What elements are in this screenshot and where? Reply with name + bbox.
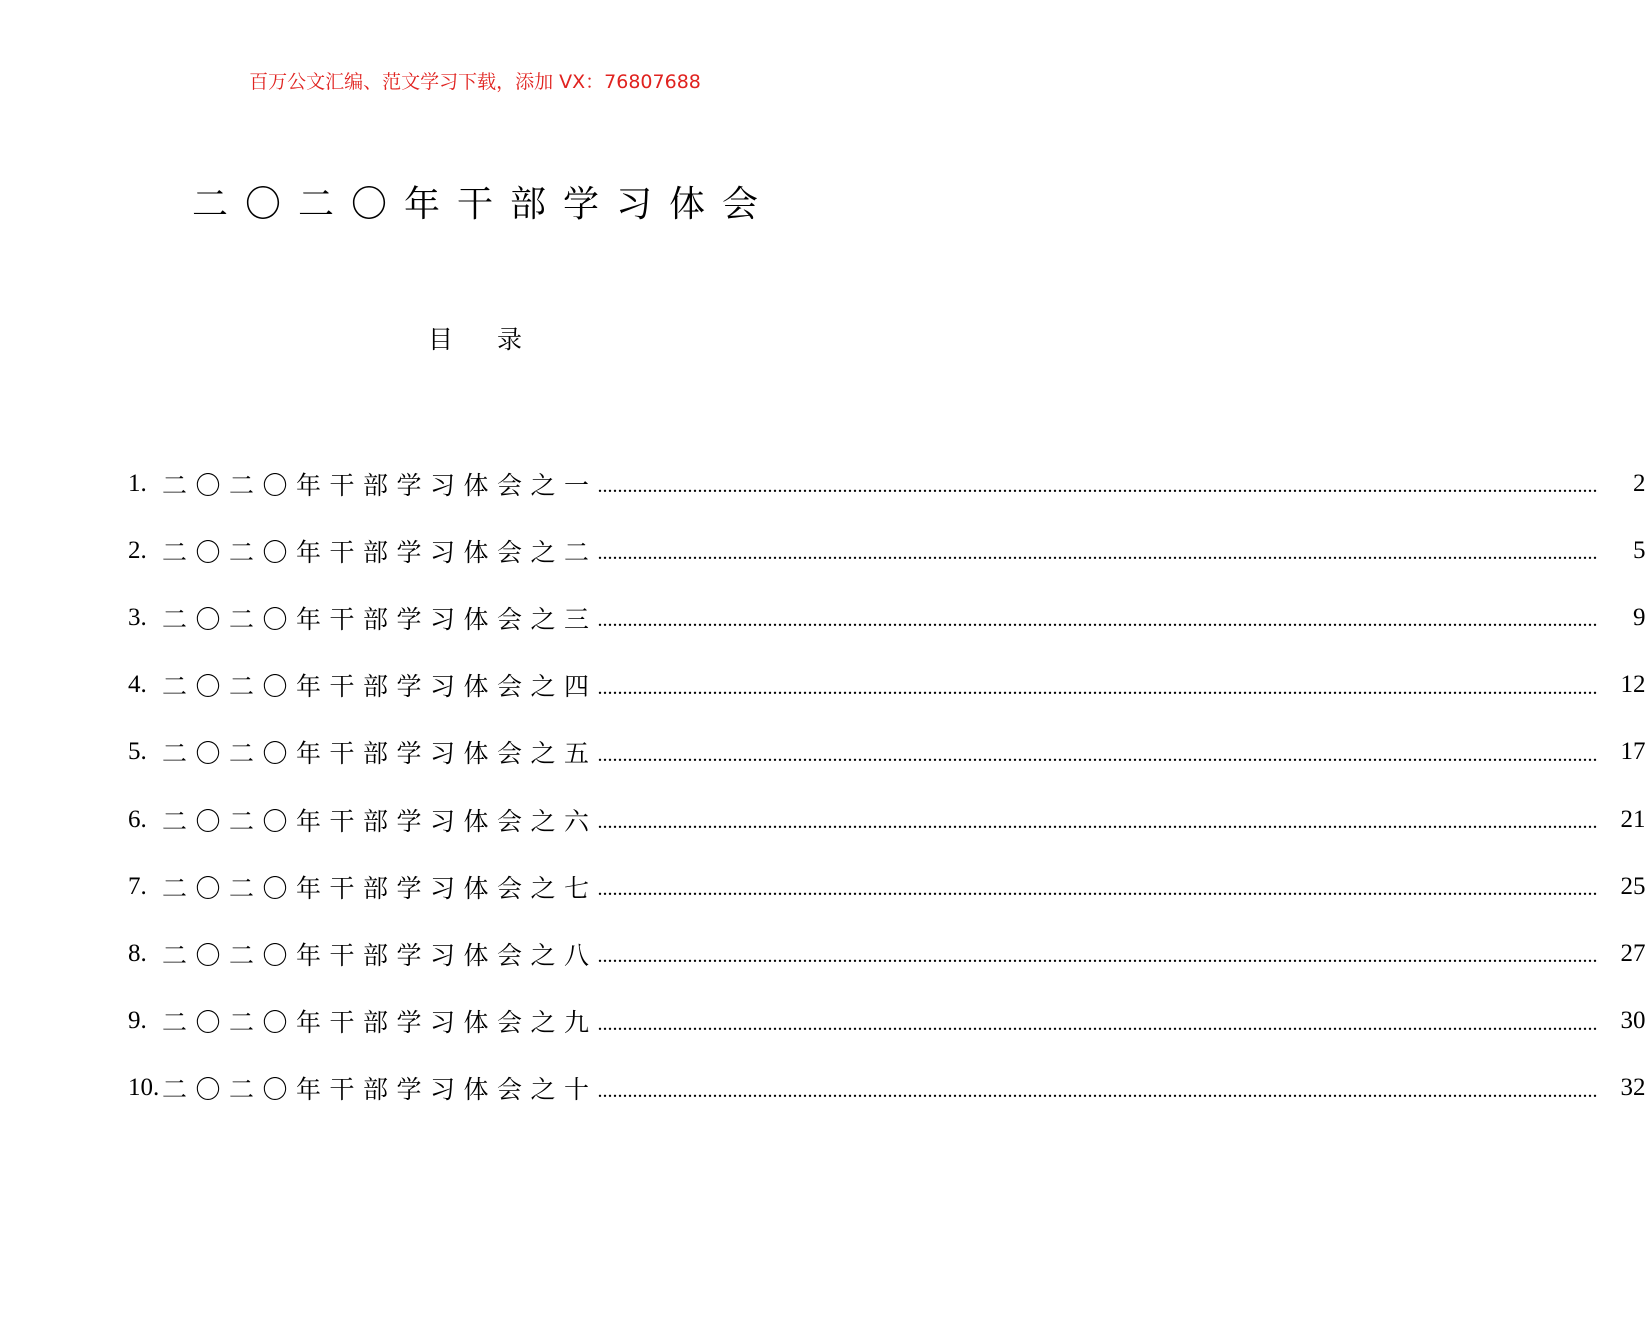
toc-entry[interactable] xyxy=(128,584,1646,651)
toc-entry[interactable] xyxy=(128,786,1646,853)
toc-entry-page: 32 xyxy=(1620,1074,1646,1102)
toc-dot-leader: ........................................................................................................................................................................................................ xyxy=(597,743,1598,766)
table-of-contents xyxy=(128,450,1646,1122)
toc-dot-leader: ........................................................................................................................................................................................................ xyxy=(597,542,1598,565)
toc-entry-number: 7. xyxy=(128,872,147,900)
toc-entry-page: 12 xyxy=(1620,671,1646,699)
toc-dot-leader: ........................................................................................................................................................................................................ xyxy=(597,1079,1598,1102)
toc-entry-title: 二〇二〇年干部学习体会之五 xyxy=(162,739,598,769)
toc-dot-leader: ........................................................................................................................................................................................................ xyxy=(597,811,1598,834)
toc-heading: 目录 xyxy=(427,325,566,354)
toc-entry-page: 2 xyxy=(1633,469,1646,497)
toc-entry[interactable] xyxy=(128,719,1646,786)
toc-entry[interactable] xyxy=(128,1055,1646,1122)
toc-entry[interactable] xyxy=(128,853,1646,920)
document-title: 二〇二〇年干部学习体会 xyxy=(191,184,775,225)
toc-dot-leader: ........................................................................................................................................................................................................ xyxy=(597,676,1598,699)
toc-entry-number: 6. xyxy=(128,805,147,833)
toc-entry-title: 二〇二〇年干部学习体会之四 xyxy=(162,672,598,702)
toc-dot-leader: ........................................................................................................................................................................................................ xyxy=(597,475,1598,498)
toc-entry[interactable] xyxy=(128,450,1646,517)
toc-entry-page: 30 xyxy=(1620,1007,1646,1035)
toc-entry-number: 9. xyxy=(128,1007,147,1035)
toc-entry-number: 3. xyxy=(128,603,147,631)
toc-entry-page: 5 xyxy=(1633,536,1646,564)
toc-entry-title: 二〇二〇年干部学习体会之八 xyxy=(162,940,598,970)
toc-entry-page: 27 xyxy=(1620,939,1646,967)
toc-entry-page: 21 xyxy=(1620,805,1646,833)
toc-entry-title: 二〇二〇年干部学习体会之七 xyxy=(162,873,598,903)
toc-entry-number: 10. xyxy=(128,1074,160,1102)
toc-entry-number: 2. xyxy=(128,536,147,564)
toc-dot-leader: ........................................................................................................................................................................................................ xyxy=(597,609,1598,632)
toc-entry-title: 二〇二〇年干部学习体会之六 xyxy=(162,806,598,836)
toc-entry-page: 9 xyxy=(1633,603,1646,631)
toc-entry[interactable] xyxy=(128,988,1646,1055)
toc-dot-leader: ........................................................................................................................................................................................................ xyxy=(597,878,1598,901)
toc-entry-number: 8. xyxy=(128,939,147,967)
toc-entry-number: 4. xyxy=(128,671,147,699)
toc-entry-title: 二〇二〇年干部学习体会之三 xyxy=(162,604,598,634)
toc-entry-title: 二〇二〇年干部学习体会之一 xyxy=(162,470,598,500)
toc-entry-number: 1. xyxy=(128,469,147,497)
toc-dot-leader: ........................................................................................................................................................................................................ xyxy=(597,945,1598,968)
toc-entry-page: 17 xyxy=(1620,738,1646,766)
toc-entry[interactable] xyxy=(128,920,1646,987)
toc-entry-title: 二〇二〇年干部学习体会之九 xyxy=(162,1008,598,1038)
toc-entry-title: 二〇二〇年干部学习体会之十 xyxy=(162,1075,598,1105)
toc-entry[interactable] xyxy=(128,517,1646,584)
toc-entry-number: 5. xyxy=(128,738,147,766)
toc-entry[interactable] xyxy=(128,652,1646,719)
toc-entry-title: 二〇二〇年干部学习体会之二 xyxy=(162,537,598,567)
toc-entry-page: 25 xyxy=(1620,872,1646,900)
toc-dot-leader: ........................................................................................................................................................................................................ xyxy=(597,1012,1598,1035)
watermark-banner: 百万公文汇编、范文学习下载，添加 VX：76807688 xyxy=(249,71,701,93)
